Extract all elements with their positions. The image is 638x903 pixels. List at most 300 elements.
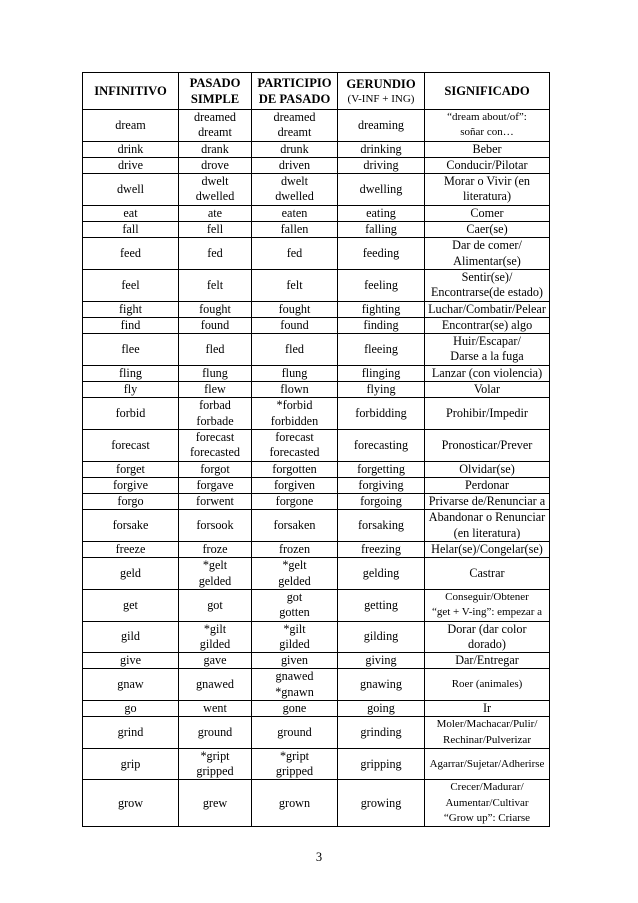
cell-text: drink [117,141,144,156]
cell-text: given [280,653,309,668]
cell-text: forecasting [353,437,409,452]
gerund-cell [338,141,425,157]
meaning-cell [425,269,550,301]
past-participle-cell [252,558,338,590]
cell-text: giving [365,653,397,668]
simple-past-cell [179,269,252,301]
cell-text: gnaw [117,677,144,692]
gerund-cell [338,477,425,493]
cell-text: gripped [275,764,314,779]
meaning-cell [425,510,550,542]
meaning-cell [425,669,550,701]
cell-text: dwell [116,181,145,196]
cell-text: Caer(se) [466,222,508,237]
gerund-cell [338,461,425,477]
gerund-cell [338,205,425,221]
cell-text: give [120,653,141,668]
cell-text: fled [285,341,304,356]
gerund-cell [338,157,425,173]
cell-text: “get + V-ing”: empezar a [431,606,543,619]
cell-text: gripping [360,756,402,771]
cell-text: Huir/Escapar/ [453,334,521,349]
infinitive-cell [83,589,179,621]
table-row [83,110,550,142]
header-infinitive [83,73,179,110]
cell-text: ground [277,724,312,739]
cell-text: soñar con… [460,126,514,139]
simple-past-cell [179,653,252,669]
past-participle-cell [252,365,338,381]
meaning-cell [425,222,550,238]
infinitive-cell [83,301,179,317]
header-row [83,73,550,110]
table-row [83,317,550,333]
cell-text: dreamt [198,125,232,140]
cell-text: forecasted [189,445,241,460]
table-row [83,205,550,221]
simple-past-cell [179,110,252,142]
cell-text: fought [199,301,231,316]
cell-text: feeding [362,246,400,261]
meaning-cell [425,398,550,430]
table-row [83,461,550,477]
cell-text: forbad [199,398,231,413]
past-participle-cell [252,748,338,780]
cell-text: fallen [280,222,309,237]
cell-text: finding [363,317,399,332]
cell-text: gripped [196,764,234,779]
meaning-cell [425,174,550,206]
cell-text: forecast [111,437,150,452]
cell-text: Dorar (dar color [447,621,527,636]
cell-text: gotten [279,605,310,620]
header-text: PARTICIPIO [257,76,332,90]
cell-text: dwelled [275,189,314,204]
cell-text: falling [365,222,397,237]
cell-text: dwelt [201,174,229,189]
header-past-participle [252,73,338,110]
meaning-cell [425,717,550,749]
cell-text: forgiven [273,477,316,492]
meaning-cell [425,205,550,221]
past-participle-cell [252,334,338,366]
cell-text: Conducir/Pilotar [446,157,528,172]
simple-past-cell [179,780,252,827]
meaning-cell [425,589,550,621]
simple-past-cell [179,317,252,333]
gerund-cell [338,174,425,206]
past-participle-cell [252,494,338,510]
cell-text: Alimentar(se) [453,253,521,268]
past-participle-cell [252,174,338,206]
simple-past-cell [179,382,252,398]
simple-past-cell [179,461,252,477]
table-row [83,621,550,653]
past-participle-cell [252,589,338,621]
cell-text: dreamed [194,110,236,124]
cell-text: Dar de comer/ [452,238,522,253]
table-row [83,222,550,238]
infinitive-cell [83,382,179,398]
cell-text: *gilt [203,621,227,636]
cell-text: dreaming [357,117,405,132]
cell-text: Olvidar(se) [459,461,515,476]
cell-text: *gilt [283,621,306,636]
infinitive-cell [83,141,179,157]
infinitive-cell [83,621,179,653]
cell-text: growing [360,795,402,810]
cell-text: eating [366,205,396,220]
table-row [83,700,550,716]
cell-text: dreamt [277,125,312,140]
infinitive-cell [83,110,179,142]
cell-text: *forbid [276,398,313,413]
cell-text: Aumentar/Cultivar [445,796,529,809]
cell-text: drive [117,157,144,172]
cell-text: feed [120,246,141,261]
simple-past-cell [179,477,252,493]
infinitive-cell [83,157,179,173]
gerund-cell [338,398,425,430]
cell-text: Luchar/Combatir/Pelear [428,301,546,316]
cell-text: found [200,317,230,332]
meaning-cell [425,429,550,461]
past-participle-cell [252,429,338,461]
gerund-cell [338,301,425,317]
infinitive-cell [83,717,179,749]
table-row [83,669,550,701]
table-row [83,510,550,542]
table-body [83,110,550,827]
infinitive-cell [83,780,179,827]
gerund-cell [338,238,425,270]
cell-text: forsaking [357,518,405,533]
cell-text: gild [121,629,140,644]
past-participle-cell [252,317,338,333]
cell-text: “dream about/of”: [447,111,527,123]
simple-past-cell [179,542,252,558]
infinitive-cell [83,510,179,542]
past-participle-cell [252,110,338,142]
simple-past-cell [179,141,252,157]
table-header [83,73,550,110]
cell-text: forsaken [273,518,316,533]
simple-past-cell [179,717,252,749]
cell-text: fleeing [364,341,398,356]
gerund-cell [338,334,425,366]
cell-text: grind [117,724,144,739]
cell-text: gelded [278,573,311,588]
gerund-cell [338,700,425,716]
cell-text: forsake [112,518,149,533]
table-row [83,398,550,430]
header-text: DE PASADO [258,92,331,106]
cell-text: flew [204,382,226,397]
meaning-cell [425,494,550,510]
past-participle-cell [252,542,338,558]
past-participle-cell [252,205,338,221]
infinitive-cell [83,700,179,716]
infinitive-cell [83,494,179,510]
simple-past-cell [179,334,252,366]
simple-past-cell [179,510,252,542]
simple-past-cell [179,174,252,206]
cell-text: Helar(se)/Congelar(se) [431,542,543,557]
cell-text: went [203,700,227,715]
cell-text: forecast [275,429,314,444]
cell-text: Moler/Machacar/Pulir/ [436,718,538,731]
meaning-cell [425,110,550,142]
gerund-cell [338,589,425,621]
cell-text: eat [123,205,138,220]
table-row [83,334,550,366]
cell-text: forbidding [355,405,407,420]
cell-text: find [120,317,141,332]
cell-text: driving [363,157,399,172]
gerund-cell [338,510,425,542]
cell-text: forbidden [270,413,319,428]
infinitive-cell [83,429,179,461]
cell-text: Rechinar/Pulverizar [443,733,531,746]
cell-text: Crecer/Madurar/ [450,781,524,794]
infinitive-cell [83,542,179,558]
gerund-cell [338,653,425,669]
cell-text: Encontrar(se) algo [441,317,533,332]
cell-text: feeling [364,277,398,292]
meaning-cell [425,477,550,493]
cell-text: Comer [470,205,504,220]
simple-past-cell [179,700,252,716]
table-row [83,589,550,621]
cell-text: Castrar [469,565,505,580]
infinitive-cell [83,317,179,333]
cell-text: freezing [361,542,401,557]
table-row [83,382,550,398]
infinitive-cell [83,558,179,590]
cell-text: felt [286,277,303,292]
cell-text: Beber [472,141,502,156]
table-row [83,780,550,827]
meaning-cell [425,558,550,590]
simple-past-cell [179,429,252,461]
cell-text: Lanzar (con violencia) [431,365,543,380]
cell-text: Agarrar/Sujetar/Adherirse [429,757,545,770]
meaning-cell [425,653,550,669]
cell-text: driven [278,157,311,172]
infinitive-cell [83,461,179,477]
table-row [83,748,550,780]
cell-text: got [286,589,303,604]
gerund-cell [338,621,425,653]
meaning-cell [425,157,550,173]
cell-text: dwelled [195,189,235,204]
simple-past-cell [179,494,252,510]
cell-text: fall [122,222,139,237]
past-participle-cell [252,780,338,827]
gerund-cell [338,558,425,590]
infinitive-cell [83,205,179,221]
meaning-cell [425,365,550,381]
simple-past-cell [179,589,252,621]
meaning-cell [425,382,550,398]
cell-text: dorado) [468,636,506,651]
cell-text: Perdonar [465,477,509,492]
cell-text: grip [120,756,141,771]
simple-past-cell [179,238,252,270]
past-participle-cell [252,669,338,701]
cell-text: *gript [279,748,310,763]
cell-text: forgone [275,494,314,509]
meaning-cell [425,301,550,317]
cell-text: Privarse de/Renunciar a [428,494,546,509]
cell-text: Sentir(se)/ [461,269,513,284]
cell-text: literatura) [462,189,512,204]
cell-text: Encontrarse(de estado) [430,285,543,300]
table-row [83,365,550,381]
table-row [83,157,550,173]
cell-text: flinging [361,365,401,380]
table-row [83,477,550,493]
meaning-cell [425,461,550,477]
cell-text: Volar [473,382,501,397]
simple-past-cell [179,558,252,590]
page-number: 3 [315,850,323,864]
meaning-cell [425,780,550,827]
past-participle-cell [252,141,338,157]
past-participle-cell [252,700,338,716]
header-text: PASADO [189,76,241,90]
past-participle-cell [252,238,338,270]
simple-past-cell [179,748,252,780]
meaning-cell [425,334,550,366]
table-row [83,717,550,749]
cell-text: going [367,700,395,715]
past-participle-cell [252,269,338,301]
cell-text: Prohibir/Impedir [446,405,528,420]
cell-text: flown [280,382,309,397]
cell-text: fling [118,365,143,380]
table-row [83,238,550,270]
cell-text: gelding [362,565,400,580]
cell-text: gone [282,700,307,715]
gerund-cell [338,429,425,461]
cell-text: found [280,317,309,332]
cell-text: Roer (animales) [451,678,523,691]
gerund-cell [338,748,425,780]
gerund-cell [338,269,425,301]
simple-past-cell [179,398,252,430]
past-participle-cell [252,157,338,173]
infinitive-cell [83,398,179,430]
cell-text: forgo [117,494,144,509]
cell-text: forbid [115,405,146,420]
meaning-cell [425,748,550,780]
gerund-cell [338,717,425,749]
header-text: SIGNIFICADO [444,84,530,98]
cell-text: *gelt [202,558,228,573]
cell-text: go [124,700,137,715]
past-participle-cell [252,510,338,542]
cell-text: dwelt [280,174,309,189]
cell-text: forwent [196,494,234,509]
cell-text: flung [202,365,228,380]
gerund-cell [338,780,425,827]
cell-text: “Grow up”: Criarse [443,812,531,825]
cell-text: gilded [279,636,310,651]
cell-text: forsook [196,518,234,533]
cell-text: flying [366,382,396,397]
cell-text: geld [120,565,141,580]
cell-text: *gelt [282,558,307,573]
past-participle-cell [252,398,338,430]
cell-text: Darse a la fuga [450,349,524,364]
table-row [83,174,550,206]
cell-text: dreamed [273,110,316,124]
past-participle-cell [252,717,338,749]
table-row [83,141,550,157]
simple-past-cell [179,301,252,317]
cell-text: forgave [196,477,234,492]
header-text: SIMPLE [190,92,240,106]
past-participle-cell [252,382,338,398]
cell-text: drunk [280,141,309,156]
table-row [83,301,550,317]
infinitive-cell [83,365,179,381]
cell-text: grown [278,795,311,810]
gerund-cell [338,494,425,510]
table-row [83,269,550,301]
cell-text: gelded [198,573,232,588]
cell-text: *gript [200,748,230,763]
gerund-cell [338,365,425,381]
cell-text: dwelling [359,181,403,196]
infinitive-cell [83,748,179,780]
past-participle-cell [252,301,338,317]
simple-past-cell [179,365,252,381]
cell-text: get [123,597,138,612]
cell-text: (en literatura) [453,525,521,540]
past-participle-cell [252,222,338,238]
simple-past-cell [179,669,252,701]
cell-text: drinking [360,141,402,156]
gerund-cell [338,542,425,558]
cell-text: fight [118,301,143,316]
gerund-cell [338,382,425,398]
cell-text: frozen [278,542,311,557]
cell-text: fed [207,246,223,261]
cell-text: Dar/Entregar [455,653,519,668]
cell-text: fought [278,301,311,316]
infinitive-cell [83,222,179,238]
cell-text: froze [202,542,228,557]
header-meaning [425,73,550,110]
infinitive-cell [83,653,179,669]
cell-text: fled [205,341,225,356]
simple-past-cell [179,157,252,173]
cell-text: Pronosticar/Prever [441,437,533,452]
header-subtext: (V-INF + ING) [347,93,415,105]
simple-past-cell [179,222,252,238]
cell-text: drank [201,141,229,156]
header-text: INFINITIVO [94,84,167,98]
cell-text: gilded [199,636,231,651]
meaning-cell [425,317,550,333]
cell-text: gnawed [275,669,314,684]
simple-past-cell [179,621,252,653]
meaning-cell [425,542,550,558]
past-participle-cell [252,477,338,493]
header-text: GERUNDIO [346,77,416,91]
